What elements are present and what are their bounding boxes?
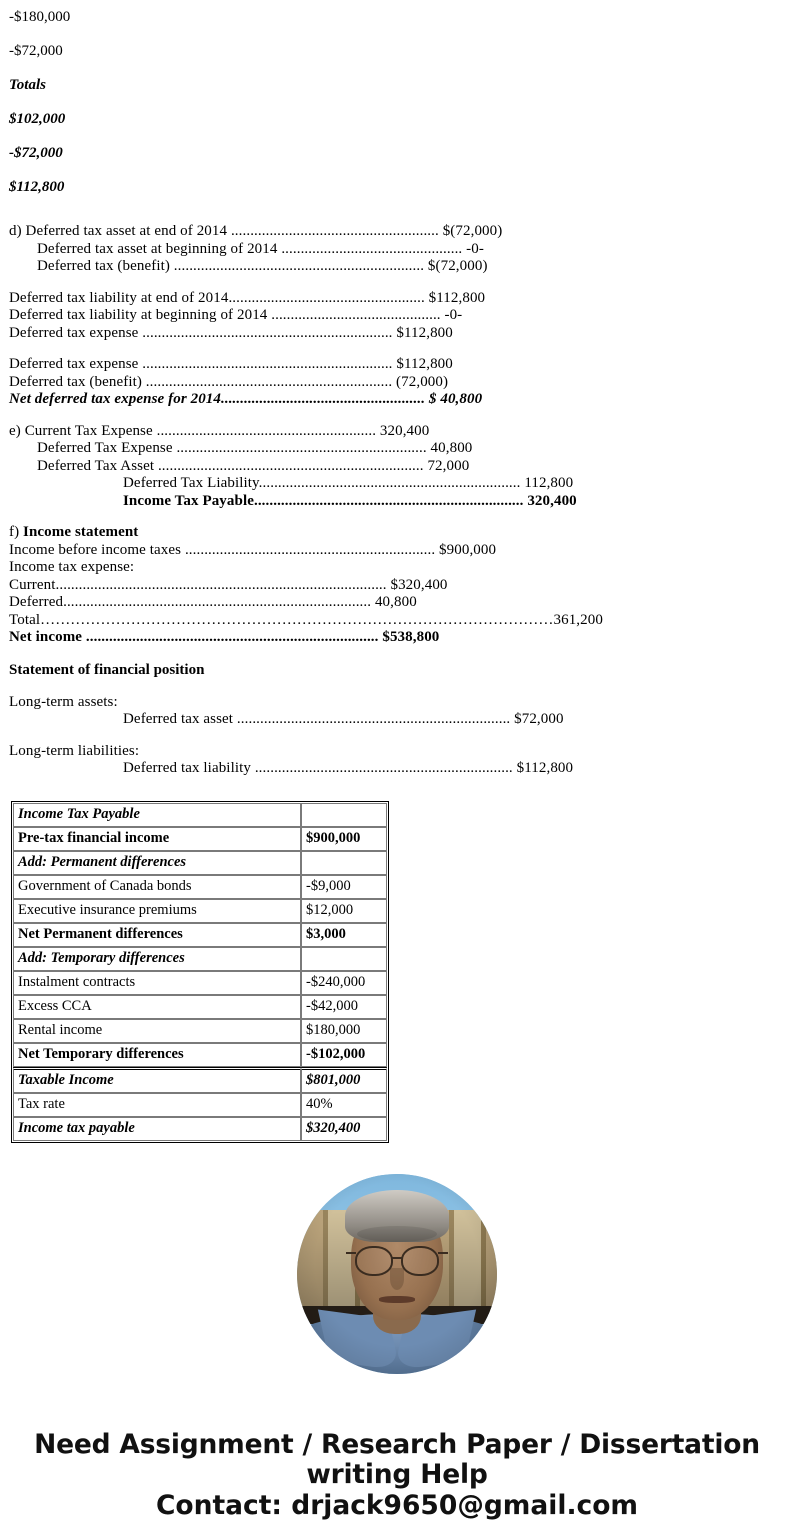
section-f-heading	[9, 524, 794, 542]
ledger-row: Deferred tax asset at beginning of 2014 ............................................... -0-	[37, 240, 484, 257]
table-cell-label: Net Temporary differences	[13, 1043, 301, 1067]
long-term-assets-label: Long-term assets:	[9, 693, 118, 710]
ledger-row-net-deferred: Net deferred tax expense for 2014..................................................... $ 40,800	[9, 391, 483, 407]
table-cell-value: $900,000	[301, 827, 387, 851]
ledger-row: Deferred Tax Expense ................................................................. 40,800	[37, 440, 473, 456]
table-cell-label: Excess CCA	[13, 995, 301, 1019]
totals-block	[0, 0, 794, 204]
table-cell-label: Government of Canada bonds	[13, 875, 301, 899]
section-d-group-3	[9, 356, 794, 409]
ledger-row-net-income: Net income ............................................................................ $538,800	[9, 629, 440, 645]
section-d-group-1	[9, 223, 794, 276]
table-row	[13, 1067, 387, 1093]
ledger-row: Deferred Tax Liability.................................................................... 112,800	[123, 475, 574, 491]
table-cell-value: -$240,000	[301, 971, 387, 995]
table-cell-value	[301, 851, 387, 875]
table-cell-label: Pre-tax financial income	[13, 827, 301, 851]
ledger-row: d) Deferred tax asset at end of 2014 ...................................................... $(72,000)	[9, 223, 503, 239]
table-cell-label: Net Permanent differences	[13, 923, 301, 947]
table-cell-label: Income tax payable	[13, 1117, 301, 1141]
ledger-row: Income before income taxes ................................................................. $900,000	[9, 541, 497, 558]
ledger-row-deferred-tax-liability: Deferred tax liability ................................................................... $112,800	[123, 760, 574, 776]
ledger-row: e) Current Tax Expense ......................................................... 320,400	[9, 422, 430, 439]
section-f-title: Income statement	[23, 524, 139, 540]
cta-line-1: Need Assignment / Research Paper / Dissertation	[34, 1428, 760, 1460]
table-row	[13, 1093, 387, 1117]
table-cell-value: $3,000	[301, 923, 387, 947]
ledger-row: Deferred tax liability at end of 2014................................................... $112,800	[9, 289, 486, 306]
table-cell-label: Executive insurance premiums	[13, 899, 301, 923]
ledger-row: Deferred tax liability at beginning of 2014 ............................................ -0-	[9, 307, 463, 323]
table-cell-label: Tax rate	[13, 1093, 301, 1117]
cta-block	[0, 1430, 794, 1521]
avatar-zone	[0, 1165, 794, 1400]
table-row	[13, 995, 387, 1019]
table-cell-value: 40%	[301, 1093, 387, 1117]
section-e	[9, 423, 794, 511]
table-row	[13, 803, 387, 827]
table-row	[13, 971, 387, 995]
table-cell-label: Taxable Income	[13, 1067, 301, 1093]
financial-position-heading: Statement of financial position	[9, 661, 205, 678]
totals-line: -$72,000	[9, 145, 63, 161]
totals-line: -$72,000	[9, 43, 63, 59]
ledger-row: Deferred tax expense ................................................................. $112,800	[9, 324, 453, 341]
income-tax-payable-table	[11, 801, 389, 1143]
ledger-row: Current...................................................................................... $320,400	[9, 576, 448, 593]
ledger-row-total: Total…………………………………………………………………………………………361,200	[9, 611, 603, 628]
ledger-row: Deferred................................................................................ 40,800	[9, 594, 417, 610]
table-cell-label: Add: Permanent differences	[13, 851, 301, 875]
table-row	[13, 1117, 387, 1141]
long-term-liabilities-label: Long-term liabilities:	[9, 742, 140, 759]
ledger-row: Deferred Tax Asset ..................................................................... 72,000	[37, 457, 470, 474]
section-d	[0, 223, 794, 778]
avatar-vignette	[297, 1174, 497, 1374]
table-cell-label: Add: Temporary differences	[13, 947, 301, 971]
ledger-row-deferred-tax-asset: Deferred tax asset ....................................................................... $72,000	[123, 711, 564, 727]
table-cell-value	[301, 947, 387, 971]
table-cell-label: Income Tax Payable	[13, 803, 301, 827]
table-row	[13, 851, 387, 875]
table-cell-value: $320,400	[301, 1117, 387, 1141]
table-cell-label: Instalment contracts	[13, 971, 301, 995]
ledger-row: Income tax expense:	[9, 559, 135, 575]
table-row	[13, 923, 387, 947]
table-cell-value: $801,000	[301, 1067, 387, 1093]
table-row	[13, 1019, 387, 1043]
cta-contact-line: Contact: drjack9650@gmail.com	[155, 1489, 639, 1521]
table-row	[13, 899, 387, 923]
table-cell-value: -$102,000	[301, 1043, 387, 1067]
table-cell-value: $180,000	[301, 1019, 387, 1043]
table-row	[13, 827, 387, 851]
income-tax-payable-table-wrap	[0, 792, 794, 1143]
table-row	[13, 1043, 387, 1067]
cta-line-2: writing Help	[306, 1458, 488, 1490]
table-cell-value: $12,000	[301, 899, 387, 923]
ledger-row: Deferred tax (benefit) ................................................................ (72,000)	[9, 373, 449, 390]
section-d-group-2	[9, 290, 794, 343]
totals-heading: Totals	[9, 77, 46, 93]
table-row	[13, 947, 387, 971]
table-row	[13, 875, 387, 899]
table-body	[13, 803, 387, 1141]
table-cell-label: Rental income	[13, 1019, 301, 1043]
totals-line: $112,800	[9, 179, 65, 195]
totals-line: $102,000	[9, 111, 66, 127]
totals-line: -$180,000	[9, 9, 71, 25]
table-cell-value	[301, 803, 387, 827]
ledger-row: Deferred tax (benefit) ................................................................. $(72,000)	[37, 258, 488, 274]
table-cell-value: -$9,000	[301, 875, 387, 899]
avatar	[297, 1174, 497, 1374]
section-financial-position	[9, 661, 794, 778]
ledger-row: Deferred tax expense ................................................................. $112,800	[9, 356, 453, 372]
section-f	[9, 524, 794, 647]
ledger-row-income-tax-payable: Income Tax Payable...................................................................... 320,400	[123, 492, 577, 509]
section-f-prefix: f)	[9, 524, 24, 540]
table-cell-value: -$42,000	[301, 995, 387, 1019]
